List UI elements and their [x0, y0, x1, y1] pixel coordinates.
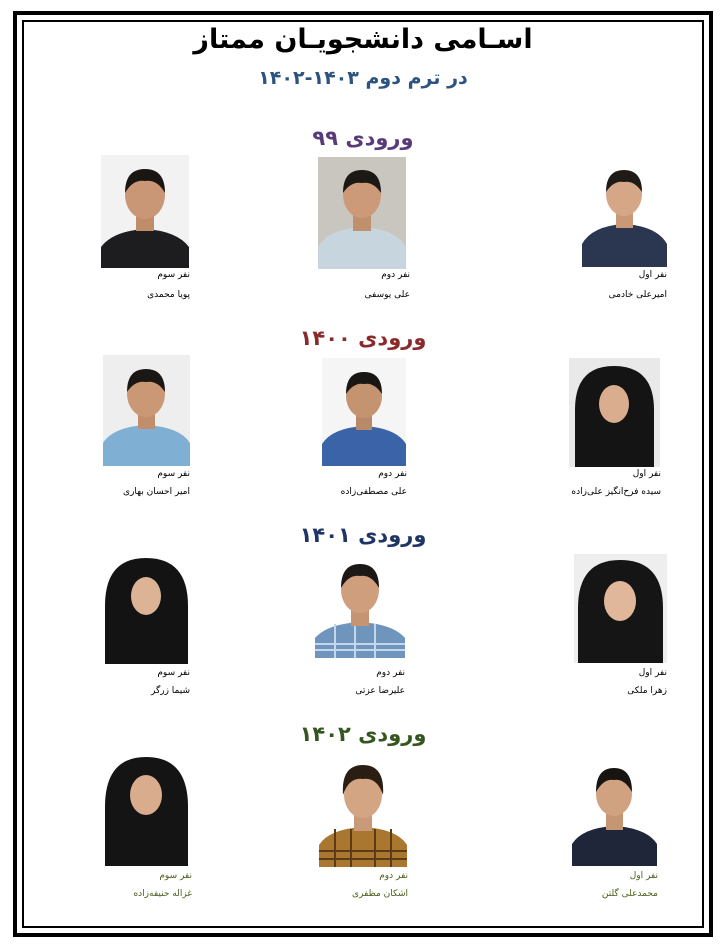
student-rank: نفر دوم: [381, 270, 410, 280]
student-rank: نفر سوم: [157, 270, 190, 280]
student-photo-icon: [582, 158, 667, 267]
student-rank: نفر اول: [638, 668, 667, 678]
student-rank: نفر اول: [638, 270, 667, 280]
student-name: سیده فرح‌انگیز علی‌زاده: [571, 487, 661, 497]
section-heading-1402: ورودی ۱۴۰۲: [299, 722, 427, 746]
student-rank: نفر دوم: [379, 871, 408, 881]
page-title: اسـامی دانشجویـان ممتاز: [193, 24, 533, 55]
student-photo-icon: [574, 554, 667, 663]
student-name: علی مصطفی‌زاده: [340, 487, 407, 497]
student-rank: نفر دوم: [378, 469, 407, 479]
student-photo-icon: [101, 155, 189, 268]
student-name: امیرعلی خادمی: [608, 290, 667, 300]
student-photo-icon: [569, 358, 660, 467]
section-heading-99: ورودی ۹۹: [312, 126, 414, 150]
student-photo-icon: [101, 753, 192, 866]
student-rank: نفر دوم: [376, 668, 405, 678]
student-name: علیرضا عزتی: [355, 686, 405, 696]
student-rank: نفر سوم: [157, 469, 190, 479]
student-name: پویا محمدی: [147, 290, 190, 300]
student-rank: نفر اول: [632, 469, 661, 479]
section-heading-1401: ورودی ۱۴۰۱: [299, 523, 427, 547]
student-rank: نفر اول: [629, 871, 658, 881]
page-subtitle: در ترم دوم ۱۴۰۳-۱۴۰۲: [258, 67, 468, 89]
student-photo-icon: [315, 554, 405, 664]
student-name: امیر احسان بهاری: [123, 487, 190, 497]
student-photo-icon: [572, 756, 657, 866]
student-photo-icon: [103, 355, 190, 466]
student-name: زهرا ملکی: [627, 686, 667, 696]
section-heading-1400: ورودی ۱۴۰۰: [299, 326, 427, 350]
student-name: محمدعلی گلتن: [601, 889, 658, 899]
student-rank: نفر سوم: [159, 871, 192, 881]
student-name: اشکان مظفری: [352, 889, 408, 899]
student-photo-icon: [319, 757, 407, 867]
student-name: غزاله حنیفه‌زاده: [133, 889, 192, 899]
student-photo-icon: [102, 554, 191, 664]
student-photo-icon: [322, 358, 406, 466]
student-name: شیما زرگر: [150, 686, 190, 696]
student-photo-icon: [318, 157, 406, 269]
student-name: علی یوسفی: [364, 290, 410, 300]
student-rank: نفر سوم: [157, 668, 190, 678]
